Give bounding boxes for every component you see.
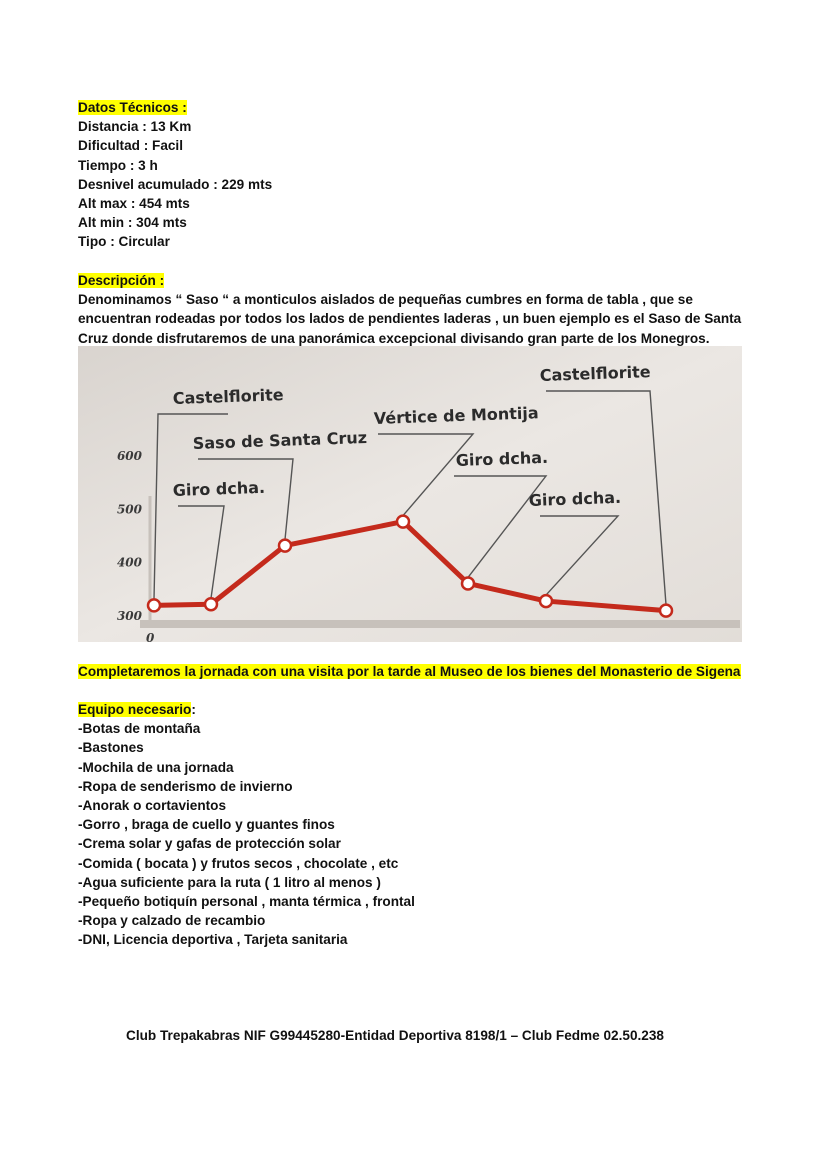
afternoon-visit-section — [78, 662, 748, 681]
equipment-list — [78, 719, 748, 949]
elevation-point-0 — [148, 599, 160, 611]
equipment-heading-colon: : — [191, 702, 196, 717]
difficulty-line: Dificultad : Facil — [78, 138, 183, 154]
description-heading: Descripción : — [78, 273, 165, 288]
list-item: -Agua suficiente para la ruta ( 1 litro al menos ) — [78, 874, 381, 890]
description-section — [78, 271, 748, 348]
list-item: -Ropa de senderismo de invierno — [78, 778, 293, 794]
technical-heading: Datos Técnicos : — [78, 100, 187, 115]
elevation-point-5 — [540, 595, 552, 607]
list-item: -DNI, Licencia deportiva , Tarjeta sanitaria — [78, 932, 348, 948]
label-vertice-de-montija: Vértice de Montija — [373, 403, 539, 428]
technical-data-section — [78, 98, 748, 252]
list-item: -Botas de montaña — [78, 721, 201, 737]
equipment-section — [78, 700, 748, 949]
alt-min-line: Alt min : 304 mts — [78, 215, 187, 231]
route-type-line: Tipo : Circular — [78, 234, 170, 250]
elevation-point-3 — [397, 516, 409, 528]
label-giro-dcha-2: Giro dcha. — [455, 447, 549, 470]
x-axis-strip — [140, 620, 740, 628]
footer-club-info: Club Trepakabras NIF G99445280-Entidad Deportiva 8198/1 – Club Fedme 02.50.238 — [126, 1028, 664, 1043]
label-castelflorite-end: Castelflorite — [539, 362, 651, 385]
list-item: -Comida ( bocata ) y frutos secos , chocolate , etc — [78, 855, 399, 871]
elevation-point-6 — [660, 605, 672, 617]
list-item: -Gorro , braga de cuello y guantes finos — [78, 817, 335, 833]
x-tick-0: 0 — [146, 631, 155, 642]
list-item: -Crema solar y gafas de protección solar — [78, 836, 341, 852]
alt-max-line: Alt max : 454 mts — [78, 195, 190, 211]
elevation-point-2 — [279, 540, 291, 552]
distance-line: Distancia : 13 Km — [78, 119, 192, 135]
y-tick-300: 300 — [116, 609, 142, 623]
list-item: -Anorak o cortavientos — [78, 797, 227, 813]
y-tick-400: 400 — [116, 555, 142, 570]
equipment-heading: Equipo necesario — [78, 702, 192, 717]
description-text: Denominamos “ Saso “ a monticulos aislados de pequeñas cumbres en forma de tabla , que se encuentran rodeadas por todos los lados de pendientes laderas , un buen ejemplo es el Saso de Santa Cruz donde disfrutaremos de una panorámica excepcional divisando gran parte de los Monegros. — [78, 292, 742, 346]
list-item: -Bastones — [78, 740, 144, 756]
label-saso-de-santa-cruz: Saso de Santa Cruz — [192, 427, 368, 453]
elevation-point-4 — [462, 577, 474, 589]
label-giro-dcha-1: Giro dcha. — [172, 477, 266, 500]
elevation-profile-chart — [78, 346, 742, 642]
label-giro-dcha-3: Giro dcha. — [528, 487, 622, 510]
list-item: -Pequeño botiquín personal , manta térmica , frontal — [78, 893, 415, 909]
time-line: Tiempo : 3 h — [78, 157, 158, 173]
list-item: -Ropa y calzado de recambio — [78, 913, 266, 929]
elevation-gain-line: Desnivel acumulado : 229 mts — [78, 176, 273, 192]
elevation-point-1 — [205, 598, 217, 610]
label-castelflorite-start: Castelflorite — [172, 385, 284, 408]
afternoon-visit-text: Completaremos la jornada con una visita por la tarde al Museo de los bienes del Monasterio de Sigena — [78, 664, 741, 679]
y-tick-500: 500 — [116, 502, 142, 517]
list-item: -Mochila de una jornada — [78, 759, 234, 775]
y-tick-600: 600 — [116, 449, 142, 463]
